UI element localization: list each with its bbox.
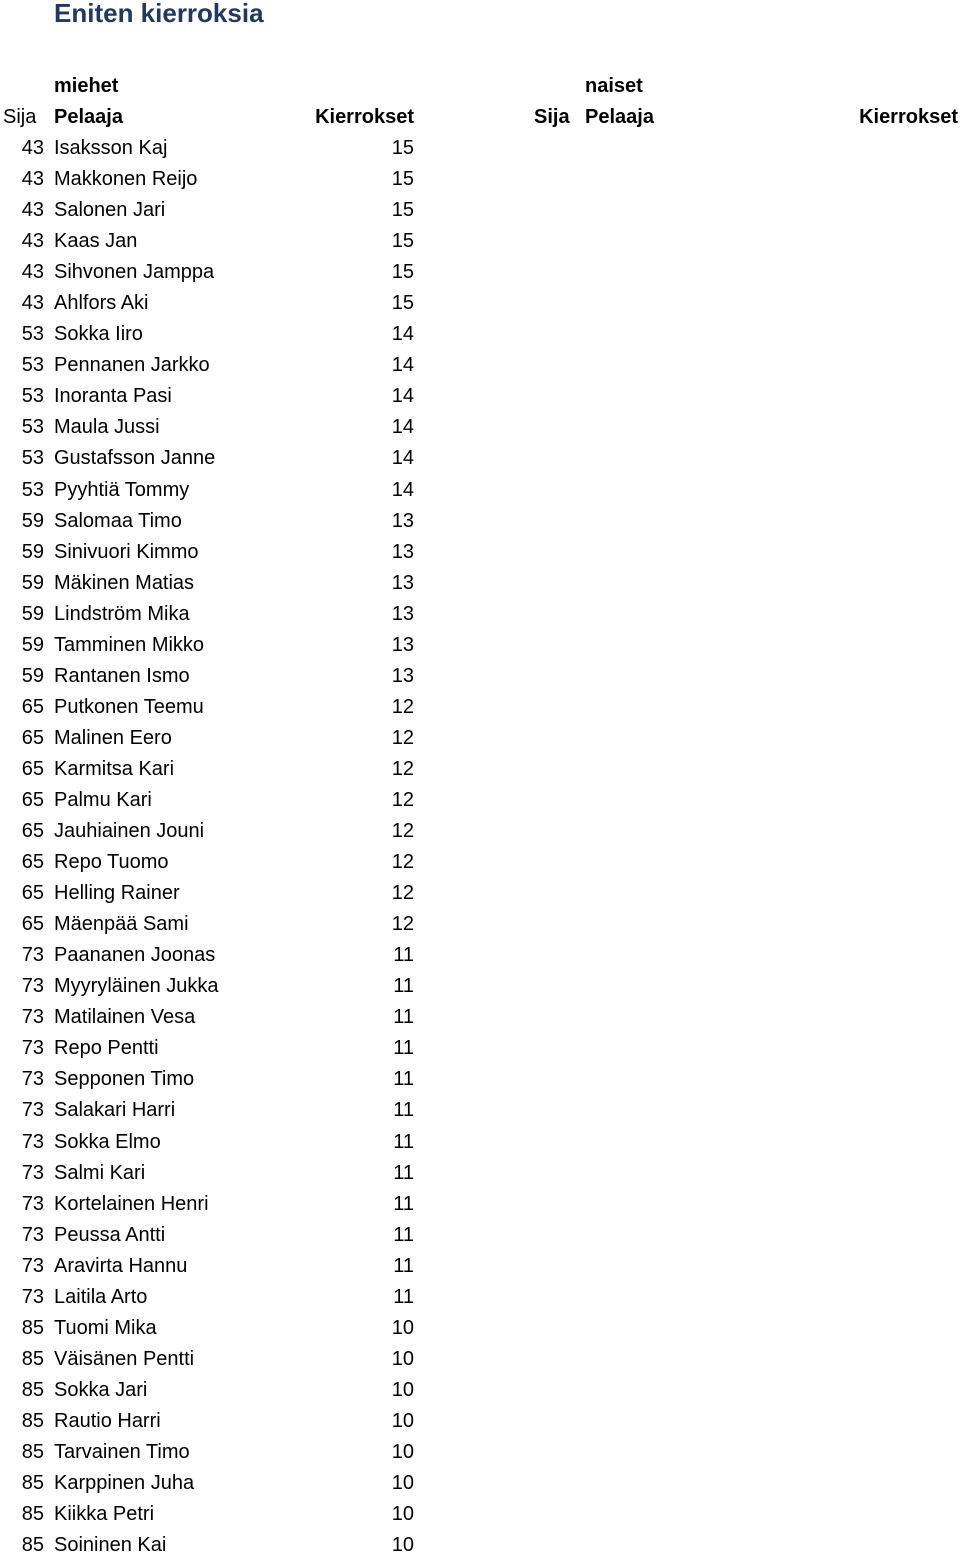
player-cell: Matilainen Vesa xyxy=(54,1006,196,1029)
table-row xyxy=(0,443,960,474)
rank-cell: 59 xyxy=(21,633,44,656)
player-cell: Inoranta Pasi xyxy=(54,385,172,408)
table-row xyxy=(0,164,960,195)
table-row xyxy=(0,288,960,319)
laps-cell: 15 xyxy=(391,199,414,222)
table-row xyxy=(0,257,960,288)
player-cell: Rautio Harri xyxy=(54,1409,161,1432)
laps-cell: 11 xyxy=(393,1006,414,1029)
player-cell: Palmu Kari xyxy=(54,788,152,811)
laps-cell: 15 xyxy=(391,261,414,284)
laps-cell: 11 xyxy=(393,944,414,967)
laps-cell: 11 xyxy=(393,1285,414,1308)
laps-cell: 13 xyxy=(391,540,414,563)
table-row xyxy=(0,1468,960,1499)
rank-cell: 73 xyxy=(21,1006,44,1029)
laps-cell: 12 xyxy=(391,788,414,811)
rank-cell: 85 xyxy=(21,1503,44,1526)
laps-cell: 15 xyxy=(391,230,414,253)
table-row xyxy=(0,568,960,599)
table-row xyxy=(0,1313,960,1344)
rank-cell: 73 xyxy=(21,1192,44,1215)
player-cell: Paananen Joonas xyxy=(54,944,216,967)
laps-cell: 10 xyxy=(391,1316,414,1339)
men-rank-header: Sija xyxy=(3,106,37,128)
men-player-header: Pelaaja xyxy=(54,106,123,128)
rank-cell: 73 xyxy=(21,944,44,967)
player-cell: Helling Rainer xyxy=(54,882,180,905)
table-row xyxy=(0,599,960,630)
laps-cell: 12 xyxy=(391,695,414,718)
laps-cell: 11 xyxy=(393,1254,414,1277)
table-row xyxy=(0,1251,960,1282)
men-table-body xyxy=(0,133,960,1561)
player-cell: Aravirta Hannu xyxy=(54,1254,188,1277)
rank-cell: 85 xyxy=(21,1378,44,1401)
table-row xyxy=(0,319,960,350)
table-row xyxy=(0,412,960,443)
rank-cell: 65 xyxy=(21,788,44,811)
table-row xyxy=(0,940,960,971)
laps-cell: 11 xyxy=(393,1130,414,1153)
table-row xyxy=(0,1064,960,1095)
men-group-label: miehet xyxy=(54,75,119,97)
player-cell: Repo Pentti xyxy=(54,1037,159,1060)
laps-cell: 13 xyxy=(391,664,414,687)
player-cell: Tuomi Mika xyxy=(54,1316,157,1339)
laps-cell: 11 xyxy=(393,1161,414,1184)
player-cell: Malinen Eero xyxy=(54,726,172,749)
laps-cell: 12 xyxy=(391,882,414,905)
table-row xyxy=(0,350,960,381)
table-row xyxy=(0,816,960,847)
men-laps-header: Kierrokset xyxy=(315,106,414,128)
player-cell: Myyryläinen Jukka xyxy=(54,975,219,998)
table-row xyxy=(0,381,960,412)
table-row xyxy=(0,1406,960,1437)
rank-cell: 85 xyxy=(21,1440,44,1463)
rank-cell: 59 xyxy=(21,602,44,625)
laps-cell: 12 xyxy=(391,726,414,749)
rank-cell: 43 xyxy=(21,292,44,315)
laps-cell: 14 xyxy=(391,478,414,501)
rank-cell: 73 xyxy=(21,1161,44,1184)
rank-cell: 43 xyxy=(21,137,44,159)
player-cell: Tamminen Mikko xyxy=(54,633,205,656)
laps-cell: 12 xyxy=(391,757,414,780)
table-row xyxy=(0,630,960,661)
player-cell: Maula Jussi xyxy=(54,416,160,439)
table-row xyxy=(0,847,960,878)
laps-cell: 14 xyxy=(391,354,414,377)
player-cell: Jauhiainen Jouni xyxy=(54,820,205,843)
rank-cell: 73 xyxy=(21,975,44,998)
laps-cell: 15 xyxy=(391,292,414,315)
rank-cell: 85 xyxy=(21,1316,44,1339)
table-row xyxy=(0,1033,960,1064)
laps-cell: 11 xyxy=(393,975,414,998)
laps-cell: 13 xyxy=(391,633,414,656)
table-row xyxy=(0,1375,960,1406)
player-cell: Sepponen Timo xyxy=(54,1068,195,1091)
table-row xyxy=(0,1282,960,1313)
laps-cell: 14 xyxy=(391,447,414,470)
table-row xyxy=(0,133,960,164)
player-cell: Gustafsson Janne xyxy=(54,447,216,470)
laps-cell: 15 xyxy=(391,168,414,191)
laps-cell: 11 xyxy=(393,1192,414,1215)
laps-cell: 11 xyxy=(393,1223,414,1246)
rank-cell: 65 xyxy=(21,820,44,843)
rank-cell: 59 xyxy=(21,571,44,594)
table-row xyxy=(0,475,960,506)
rank-cell: 73 xyxy=(21,1037,44,1060)
table-row xyxy=(0,226,960,257)
laps-cell: 10 xyxy=(391,1378,414,1401)
player-cell: Putkonen Teemu xyxy=(54,695,204,718)
player-cell: Peussa Antti xyxy=(54,1223,166,1246)
laps-cell: 13 xyxy=(391,602,414,625)
laps-cell: 12 xyxy=(391,851,414,874)
player-cell: Mäkinen Matias xyxy=(54,571,195,594)
player-cell: Sokka Iiro xyxy=(54,323,143,346)
player-cell: Karmitsa Kari xyxy=(54,757,175,780)
player-cell: Laitila Arto xyxy=(54,1285,148,1308)
laps-cell: 13 xyxy=(391,509,414,532)
player-cell: Ahlfors Aki xyxy=(54,292,149,315)
table-row xyxy=(0,692,960,723)
table-row xyxy=(0,195,960,226)
laps-cell: 12 xyxy=(391,913,414,936)
rank-cell: 85 xyxy=(21,1409,44,1432)
table-row xyxy=(0,661,960,692)
table-row xyxy=(0,909,960,940)
player-cell: Kiikka Petri xyxy=(54,1503,155,1526)
rank-cell: 43 xyxy=(21,199,44,222)
rank-cell: 59 xyxy=(21,540,44,563)
player-cell: Makkonen Reijo xyxy=(54,168,198,191)
table-row xyxy=(0,1189,960,1220)
table-row xyxy=(0,785,960,816)
player-cell: Salmi Kari xyxy=(54,1161,146,1184)
rank-cell: 65 xyxy=(21,726,44,749)
rank-cell: 73 xyxy=(21,1223,44,1246)
player-cell: Sinivuori Kimmo xyxy=(54,540,199,563)
rank-cell: 59 xyxy=(21,509,44,532)
rank-cell: 85 xyxy=(21,1534,44,1557)
player-cell: Repo Tuomo xyxy=(54,851,169,874)
rank-cell: 43 xyxy=(21,230,44,253)
table-row xyxy=(0,537,960,568)
player-cell: Pyyhtiä Tommy xyxy=(54,478,190,501)
player-cell: Soininen Kai xyxy=(54,1534,167,1557)
table-row xyxy=(0,1499,960,1530)
player-cell: Väisänen Pentti xyxy=(54,1347,195,1370)
page-title: Eniten kierroksia xyxy=(54,0,264,28)
player-cell: Sokka Jari xyxy=(54,1378,148,1401)
table-row xyxy=(0,1530,960,1561)
rank-cell: 65 xyxy=(21,882,44,905)
laps-cell: 14 xyxy=(391,416,414,439)
laps-cell: 10 xyxy=(391,1503,414,1526)
player-cell: Kaas Jan xyxy=(54,230,138,253)
rank-cell: 53 xyxy=(21,354,44,377)
laps-cell: 10 xyxy=(391,1347,414,1370)
laps-cell: 14 xyxy=(391,323,414,346)
laps-cell: 14 xyxy=(391,385,414,408)
laps-cell: 11 xyxy=(393,1037,414,1060)
laps-cell: 15 xyxy=(391,137,414,159)
rank-cell: 65 xyxy=(21,695,44,718)
player-cell: Tarvainen Timo xyxy=(54,1440,190,1463)
player-cell: Salakari Harri xyxy=(54,1099,176,1122)
laps-cell: 11 xyxy=(393,1068,414,1091)
laps-cell: 11 xyxy=(393,1099,414,1122)
laps-cell: 10 xyxy=(391,1409,414,1432)
rank-cell: 65 xyxy=(21,757,44,780)
table-row xyxy=(0,1095,960,1126)
women-rank-header: Sija xyxy=(534,106,570,128)
rank-cell: 73 xyxy=(21,1099,44,1122)
laps-cell: 10 xyxy=(391,1534,414,1557)
laps-cell: 12 xyxy=(391,820,414,843)
rank-cell: 73 xyxy=(21,1068,44,1091)
player-cell: Mäenpää Sami xyxy=(54,913,189,936)
player-cell: Kortelainen Henri xyxy=(54,1192,209,1215)
table-row xyxy=(0,1437,960,1468)
player-cell: Lindström Mika xyxy=(54,602,190,625)
table-row xyxy=(0,506,960,537)
player-cell: Karppinen Juha xyxy=(54,1472,195,1495)
rank-cell: 65 xyxy=(21,851,44,874)
player-cell: Sihvonen Jamppa xyxy=(54,261,215,284)
rank-cell: 85 xyxy=(21,1347,44,1370)
rank-cell: 53 xyxy=(21,385,44,408)
table-row xyxy=(0,971,960,1002)
women-laps-header: Kierrokset xyxy=(859,106,958,128)
player-cell: Sokka Elmo xyxy=(54,1130,161,1153)
women-player-header: Pelaaja xyxy=(585,106,654,128)
table-row xyxy=(0,723,960,754)
player-cell: Salonen Jari xyxy=(54,199,166,222)
player-cell: Pennanen Jarkko xyxy=(54,354,210,377)
women-group-label: naiset xyxy=(585,75,643,97)
rank-cell: 53 xyxy=(21,416,44,439)
rank-cell: 73 xyxy=(21,1285,44,1308)
rank-cell: 59 xyxy=(21,664,44,687)
rank-cell: 73 xyxy=(21,1130,44,1153)
rank-cell: 53 xyxy=(21,478,44,501)
rank-cell: 85 xyxy=(21,1472,44,1495)
table-row xyxy=(0,1344,960,1375)
rank-cell: 53 xyxy=(21,447,44,470)
rank-cell: 65 xyxy=(21,913,44,936)
table-row xyxy=(0,878,960,909)
player-cell: Isaksson Kaj xyxy=(54,137,168,159)
rank-cell: 43 xyxy=(21,168,44,191)
laps-cell: 10 xyxy=(391,1440,414,1463)
rank-cell: 43 xyxy=(21,261,44,284)
table-header xyxy=(0,102,960,133)
player-cell: Rantanen Ismo xyxy=(54,664,190,687)
player-cell: Salomaa Timo xyxy=(54,509,182,532)
laps-cell: 10 xyxy=(391,1472,414,1495)
rank-cell: 53 xyxy=(21,323,44,346)
laps-cell: 13 xyxy=(391,571,414,594)
table-row xyxy=(0,1220,960,1251)
table-row xyxy=(0,754,960,785)
rank-cell: 73 xyxy=(21,1254,44,1277)
table-row xyxy=(0,1127,960,1158)
table-row xyxy=(0,1002,960,1033)
table-row xyxy=(0,1158,960,1189)
